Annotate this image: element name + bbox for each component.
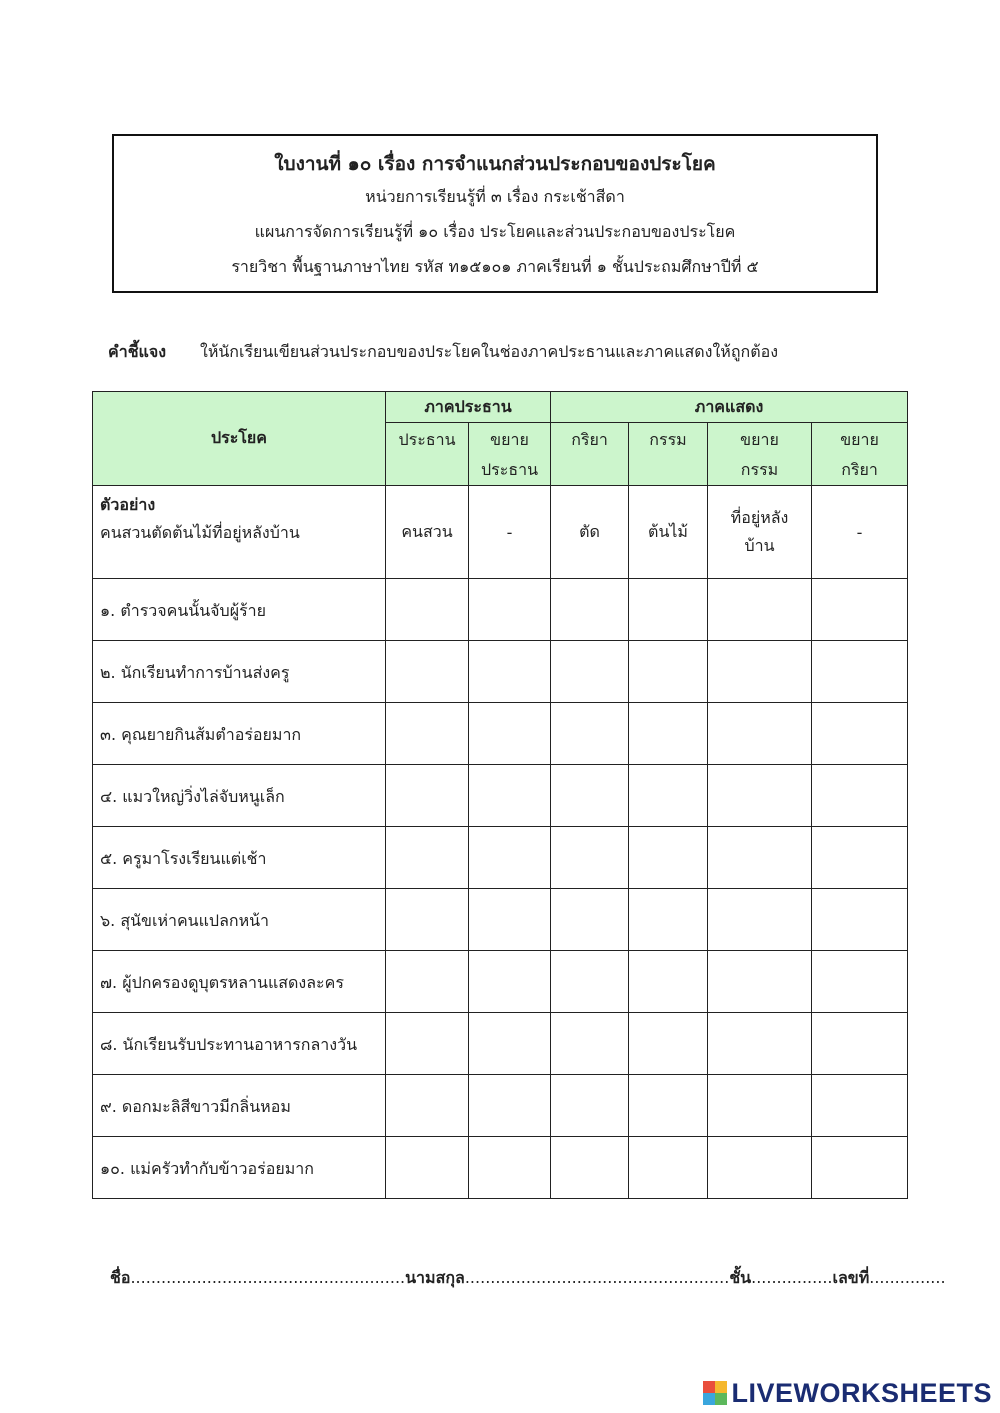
verb-answer-cell[interactable]: [551, 1075, 629, 1137]
subject-answer-cell[interactable]: [386, 579, 469, 641]
verb-answer-cell[interactable]: [551, 579, 629, 641]
verb-modifier-answer-cell[interactable]: [812, 1013, 908, 1075]
verb-modifier-answer-cell[interactable]: [812, 703, 908, 765]
worksheet-title: ใบงานที่ ๑๐ เรื่อง การจำแนกส่วนประกอบของประโยค: [274, 153, 716, 175]
subject-modifier-answer-cell[interactable]: [469, 951, 551, 1013]
student-info-line: [110, 1266, 946, 1291]
verb-answer-cell[interactable]: [551, 765, 629, 827]
verb-modifier-answer-cell[interactable]: [812, 1137, 908, 1199]
example-subject-modifier: -: [469, 486, 551, 579]
row-sentence: ๓. คุณยายกินส้มตำอร่อยมาก: [93, 703, 386, 765]
verb-answer-cell[interactable]: [551, 889, 629, 951]
predicate-group-header: ภาคแสดง: [551, 392, 908, 423]
row-sentence: ๗. ผู้ปกครองดูบุตรหลานแสดงละคร: [93, 951, 386, 1013]
table-row: [93, 1075, 908, 1137]
verb-answer-cell[interactable]: [551, 827, 629, 889]
logo-text: LIVEWORKSHEETS: [731, 1377, 992, 1408]
plan-line: แผนการจัดการเรียนรู้ที่ ๑๐ เรื่อง ประโยคและส่วนประกอบของประโยค: [254, 222, 736, 241]
subject-modifier-answer-cell[interactable]: [469, 1075, 551, 1137]
logo-square-green: [715, 1393, 727, 1405]
subject-modifier-answer-cell[interactable]: [469, 1013, 551, 1075]
surname-field[interactable]: ....................................................: [464, 1268, 730, 1287]
table-row: [93, 951, 908, 1013]
logo-square-red: [703, 1381, 715, 1393]
row-sentence: ๒. นักเรียนทำการบ้านส่งครู: [93, 641, 386, 703]
object-answer-cell[interactable]: [629, 1013, 708, 1075]
class-field[interactable]: ................: [751, 1268, 833, 1287]
number-label: เลขที่: [832, 1268, 870, 1287]
row-sentence: ๕. ครูมาโรงเรียนแต่เช้า: [93, 827, 386, 889]
verb-answer-cell[interactable]: [551, 1013, 629, 1075]
example-sentence: คนสวนตัดต้นไม้ที่อยู่หลังบ้าน: [100, 523, 300, 542]
table-row: [93, 889, 908, 951]
sentence-parts-table: [92, 391, 908, 1199]
object-header: กรรม: [629, 423, 708, 486]
table-row: [93, 641, 908, 703]
example-object-modifier: ที่อยู่หลัง บ้าน: [708, 486, 812, 579]
sentence-column-header: ประโยค: [93, 392, 386, 486]
example-row: [93, 486, 908, 579]
logo-square-blue: [703, 1393, 715, 1405]
row-sentence: ๑๐. แม่ครัวทำกับข้าวอร่อยมาก: [93, 1137, 386, 1199]
object-answer-cell[interactable]: [629, 951, 708, 1013]
object-answer-cell[interactable]: [629, 827, 708, 889]
subject-answer-cell[interactable]: [386, 1075, 469, 1137]
row-sentence: ๑. ตำรวจคนนั้นจับผู้ร้าย: [93, 579, 386, 641]
row-sentence: ๔. แมวใหญ่วิ่งไล่จับหนูเล็ก: [93, 765, 386, 827]
object-answer-cell[interactable]: [629, 1137, 708, 1199]
table-row: [93, 579, 908, 641]
object-answer-cell[interactable]: [629, 1075, 708, 1137]
name-field[interactable]: ......................................................: [130, 1268, 406, 1287]
subject-answer-cell[interactable]: [386, 641, 469, 703]
object-modifier-answer-cell[interactable]: [708, 827, 812, 889]
object-modifier-answer-cell[interactable]: [708, 1075, 812, 1137]
row-sentence: ๖. สุนัขเห่าคนแปลกหน้า: [93, 889, 386, 951]
verb-modifier-answer-cell[interactable]: [812, 579, 908, 641]
object-answer-cell[interactable]: [629, 579, 708, 641]
example-sentence-cell: [93, 486, 386, 579]
example-label: ตัวอย่าง: [100, 495, 156, 514]
verb-modifier-answer-cell[interactable]: [812, 1075, 908, 1137]
unit-line: หน่วยการเรียนรู้ที่ ๓ เรื่อง กระเช้าสีดา: [365, 187, 625, 206]
table-row: [93, 1137, 908, 1199]
instruction-text: ให้นักเรียนเขียนส่วนประกอบของประโยคในช่องภาคประธานและภาคแสดงให้ถูกต้อง: [200, 342, 779, 361]
subject-modifier-answer-cell[interactable]: [469, 579, 551, 641]
object-modifier-answer-cell[interactable]: [708, 1137, 812, 1199]
verb-answer-cell[interactable]: [551, 1137, 629, 1199]
subject-answer-cell[interactable]: [386, 1013, 469, 1075]
subject-header: ประธาน: [386, 423, 469, 486]
subject-answer-cell[interactable]: [386, 951, 469, 1013]
object-modifier-answer-cell[interactable]: [708, 579, 812, 641]
example-subject: คนสวน: [386, 486, 469, 579]
worksheet-header-box: [112, 134, 878, 293]
object-answer-cell[interactable]: [629, 641, 708, 703]
liveworksheets-logo-icon: [703, 1381, 727, 1405]
instruction-label: คำชี้แจง: [108, 342, 167, 361]
subject-answer-cell[interactable]: [386, 1137, 469, 1199]
verb-modifier-answer-cell[interactable]: [812, 889, 908, 951]
object-modifier-answer-cell[interactable]: [708, 1013, 812, 1075]
verb-header: กริยา: [551, 423, 629, 486]
subject-modifier-answer-cell[interactable]: [469, 703, 551, 765]
number-field[interactable]: ...............: [869, 1268, 946, 1287]
table-row: [93, 765, 908, 827]
subject-modifier-answer-cell[interactable]: [469, 827, 551, 889]
example-verb: ตัด: [551, 486, 629, 579]
subject-answer-cell[interactable]: [386, 703, 469, 765]
subject-group-header: ภาคประธาน: [386, 392, 551, 423]
subject-modifier-answer-cell[interactable]: [469, 765, 551, 827]
subject-modifier-answer-cell[interactable]: [469, 641, 551, 703]
subject-modifier-answer-cell[interactable]: [469, 1137, 551, 1199]
table-row: [93, 703, 908, 765]
object-modifier-header: ขยาย กรรม: [708, 423, 812, 486]
row-sentence: ๙. ดอกมะลิสีขาวมีกลิ่นหอม: [93, 1075, 386, 1137]
example-object: ต้นไม้: [629, 486, 708, 579]
verb-modifier-answer-cell[interactable]: [812, 827, 908, 889]
course-line: รายวิชา พื้นฐานภาษาไทย รหัส ท๑๕๑๐๑ ภาคเรียนที่ ๑ ชั้นประถมศึกษาปีที่ ๕: [231, 257, 759, 276]
liveworksheets-logo[interactable]: [703, 1378, 992, 1408]
row-sentence: ๘. นักเรียนรับประทานอาหารกลางวัน: [93, 1013, 386, 1075]
subject-answer-cell[interactable]: [386, 889, 469, 951]
object-modifier-answer-cell[interactable]: [708, 765, 812, 827]
instruction: [108, 340, 778, 365]
table-row: [93, 1013, 908, 1075]
verb-modifier-header: ขยาย กริยา: [812, 423, 908, 486]
object-modifier-answer-cell[interactable]: [708, 641, 812, 703]
subject-modifier-answer-cell[interactable]: [469, 889, 551, 951]
subject-answer-cell[interactable]: [386, 765, 469, 827]
surname-label: นามสกุล: [405, 1268, 465, 1287]
verb-answer-cell[interactable]: [551, 703, 629, 765]
subject-answer-cell[interactable]: [386, 827, 469, 889]
verb-modifier-answer-cell[interactable]: [812, 951, 908, 1013]
object-answer-cell[interactable]: [629, 703, 708, 765]
verb-answer-cell[interactable]: [551, 951, 629, 1013]
object-modifier-answer-cell[interactable]: [708, 889, 812, 951]
table-row: [93, 827, 908, 889]
object-modifier-answer-cell[interactable]: [708, 703, 812, 765]
verb-modifier-answer-cell[interactable]: [812, 641, 908, 703]
object-answer-cell[interactable]: [629, 889, 708, 951]
verb-answer-cell[interactable]: [551, 641, 629, 703]
logo-square-yellow: [715, 1381, 727, 1393]
class-label: ชั้น: [729, 1268, 752, 1287]
subject-modifier-header: ขยาย ประธาน: [469, 423, 551, 486]
example-verb-modifier: -: [812, 486, 908, 579]
object-modifier-answer-cell[interactable]: [708, 951, 812, 1013]
name-label: ชื่อ: [110, 1268, 131, 1287]
verb-modifier-answer-cell[interactable]: [812, 765, 908, 827]
object-answer-cell[interactable]: [629, 765, 708, 827]
